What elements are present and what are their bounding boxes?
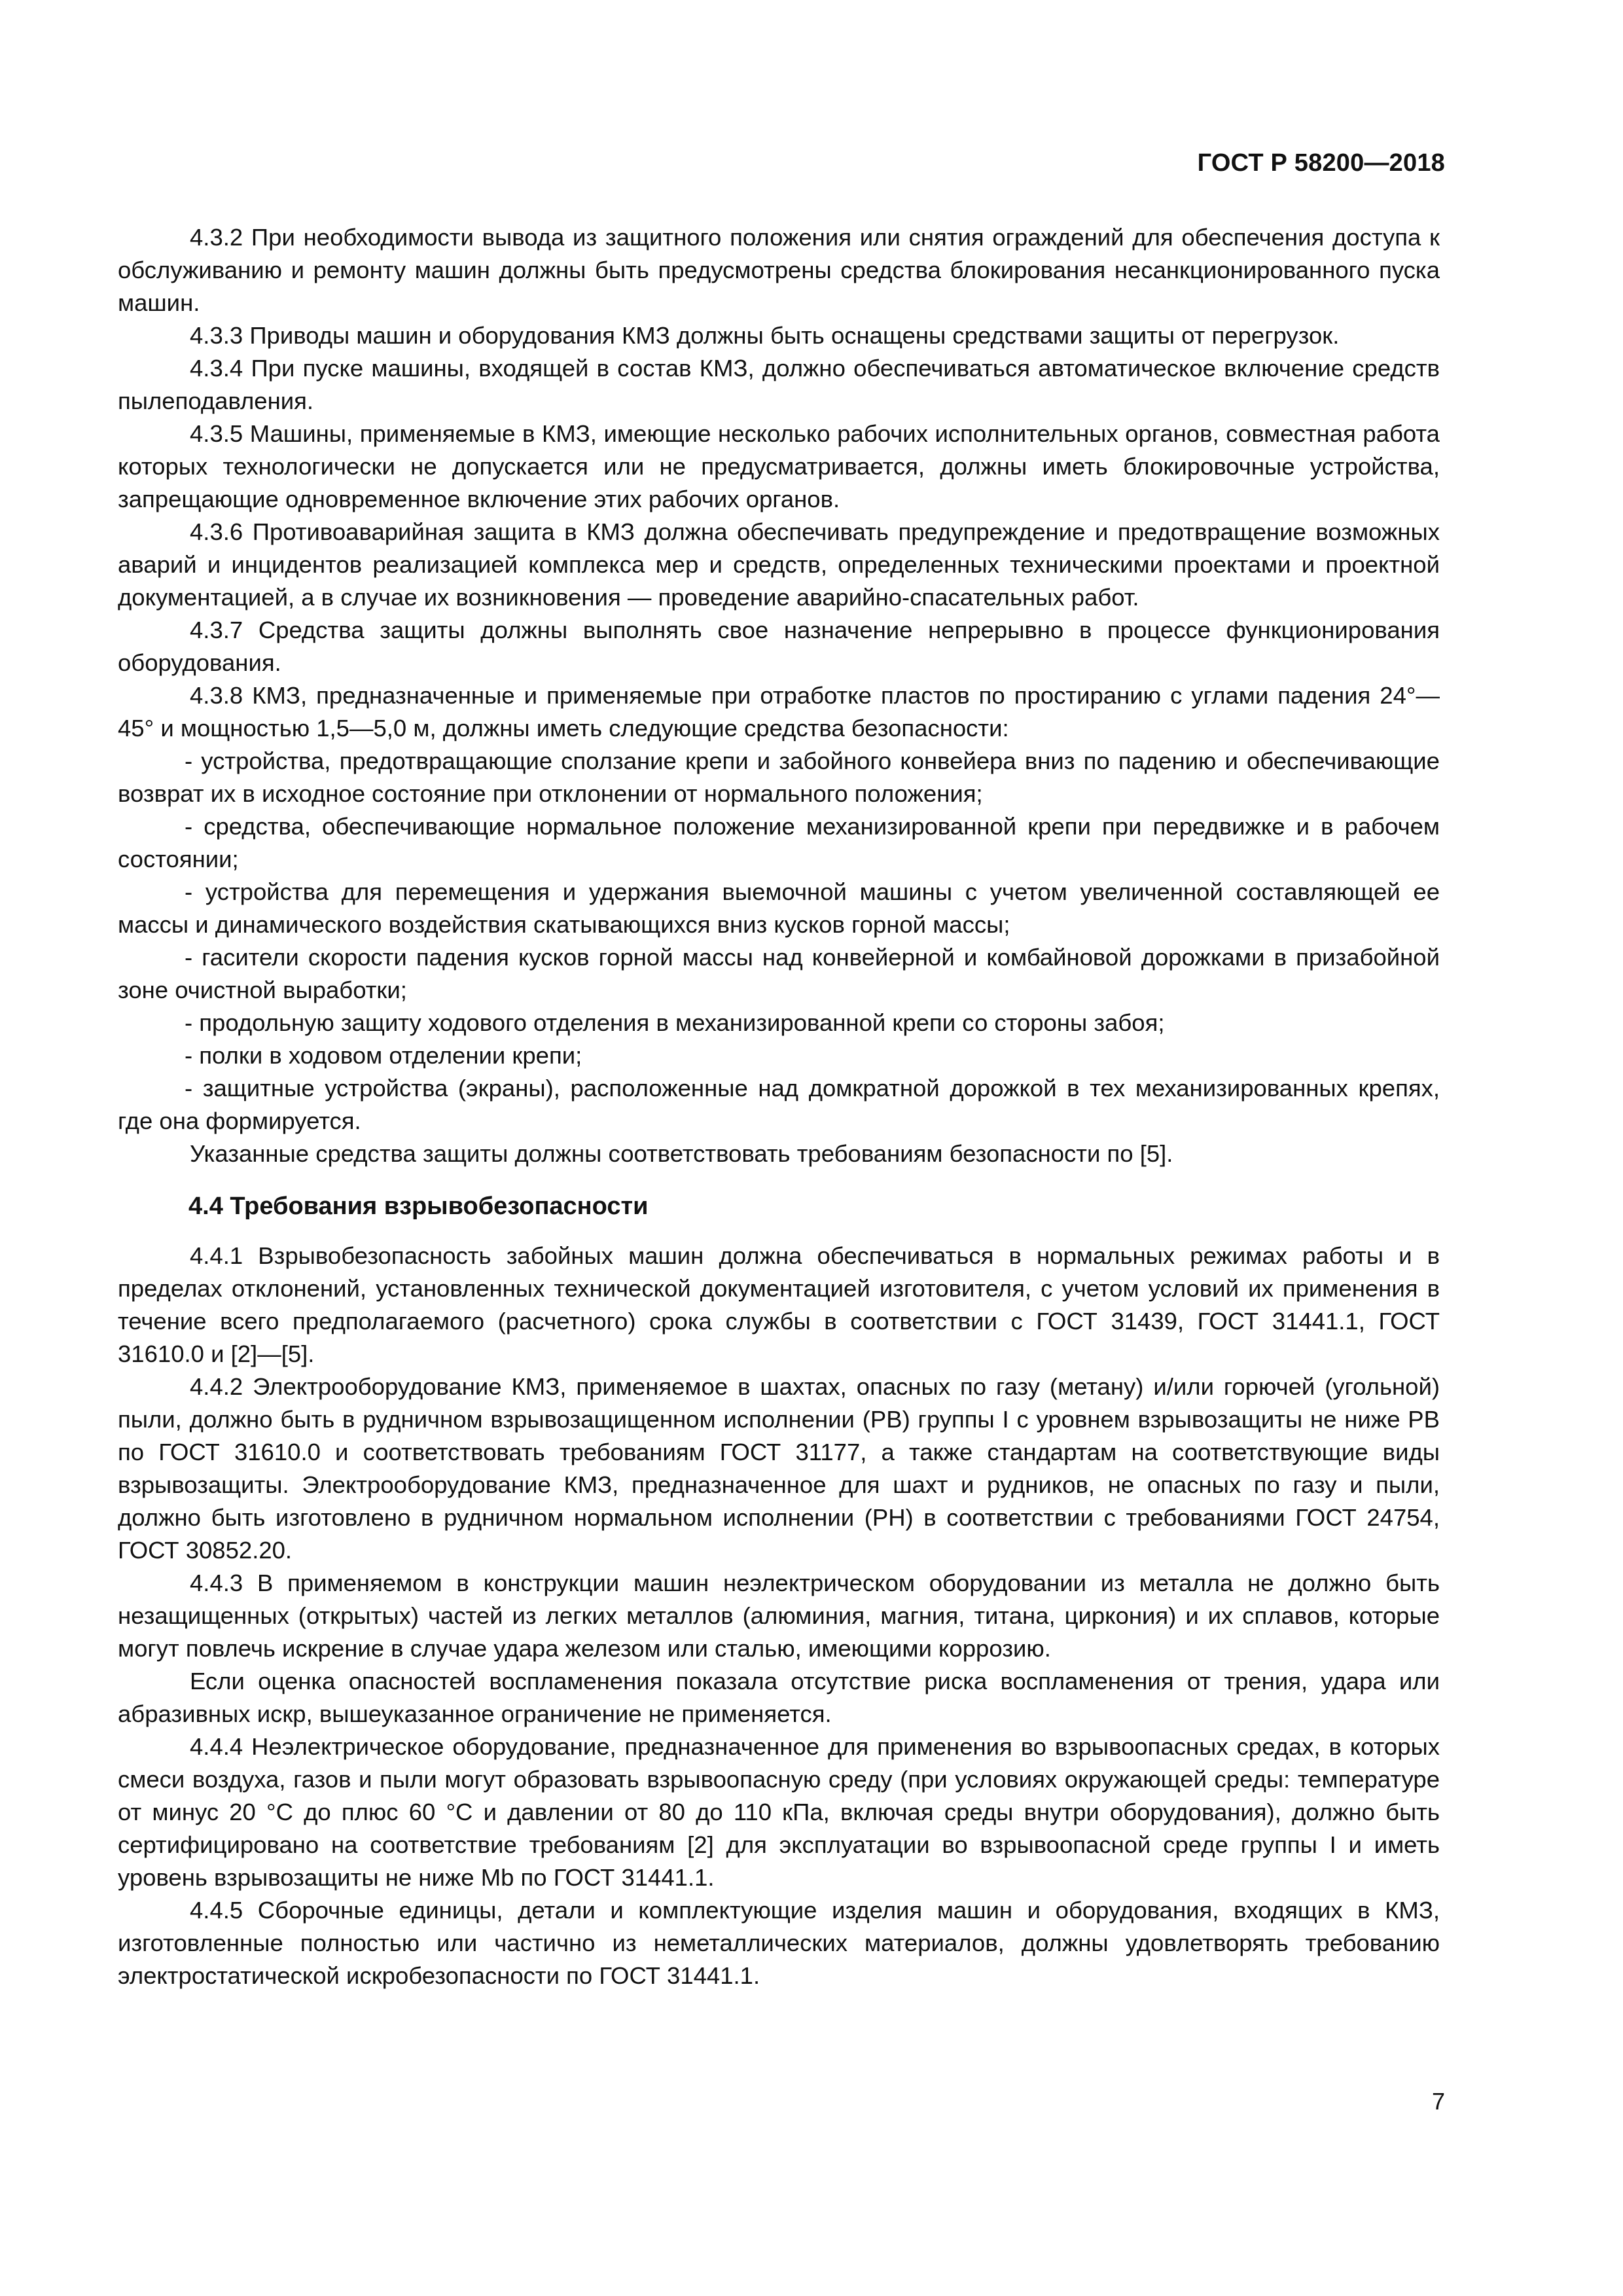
- paragraph-4-3-6: 4.3.6 Противоаварийная защита в КМЗ должна обеспечивать предупреждение и предотвращение возможных аварий и инцидентов реализацией комплекса мер и средств, определенных техническими проектами и проектной документацией, а в случае их возникновения — проведение аварийно-спасательных работ.: [118, 518, 1440, 611]
- document-body: [118, 221, 1440, 1992]
- list-item: - устройства для перемещения и удержания выемочной машины с учетом увеличенной составляющей ее массы и динамического воздействия скатывающихся вниз кусков горной массы;: [118, 878, 1440, 938]
- paragraph-4-4-3: 4.4.3 В применяемом в конструкции машин неэлектрическом оборудовании из металла не должно быть незащищенных (открытых) частей из легких металлов (алюминия, магния, титана, циркония) и их сплавов, которые могут повлечь искрение в случае удара железом или сталью, имеющими коррозию.: [118, 1570, 1440, 1662]
- paragraph-4-3-3: 4.3.3 Приводы машин и оборудования КМЗ должны быть оснащены средствами защиты от перегрузок.: [190, 322, 1340, 349]
- section-heading-4-4: 4.4 Требования взрывобезопасности: [188, 1193, 649, 1220]
- paragraph-4-3-5: 4.3.5 Машины, применяемые в КМЗ, имеющие несколько рабочих исполнительных органов, совместная работа которых технологически не допускается или не предусматривается, должны иметь блокировочные устройства, запрещающие одновременное включение этих рабочих органов.: [118, 420, 1440, 512]
- paragraph-4-3-8: 4.3.8 КМЗ, предназначенные и применяемые при отработке пластов по простиранию с углами падения 24°—45° и мощностью 1,5—5,0 м, должны иметь следующие средства безопасности:: [118, 682, 1440, 742]
- paragraph-4-3-4: 4.3.4 При пуске машины, входящей в состав КМЗ, должно обеспечиваться автоматическое включение средств пылеподавления.: [118, 355, 1440, 414]
- paragraph-4-4-3-note: Если оценка опасностей воспламенения показала отсутствие риска воспламенения от трения, удара или абразивных искр, вышеуказанное ограничение не применяется.: [118, 1668, 1440, 1727]
- paragraph-4-4-1: 4.4.1 Взрывобезопасность забойных машин должна обеспечиваться в нормальных режимах работы и в пределах отклонений, установленных технической документацией изготовителя, с учетом условий их применения в течение всего предполагаемого (расчетного) срока службы в соответствии с ГОСТ 31439, ГОСТ 31441.1, ГОСТ 31610.0 и [2]—[5].: [118, 1242, 1440, 1367]
- page-number: 7: [1431, 2088, 1445, 2115]
- paragraph-4-4-4: 4.4.4 Неэлектрическое оборудование, предназначенное для применения во взрывоопасных средах, в которых смеси воздуха, газов и пыли могут образовать взрывоопасную среду (при условиях окружающей среды: температуре от минус 20 °С до плюс 60 °С и давлении от 80 до 110 кПа, включая среды внутри оборудования), должно быть сертифицировано на соответствие требованиям [2] для эксплуатации во взрывоопасной среде группы I и иметь уровень взрывозащиты не ниже Mb по ГОСТ 31441.1.: [118, 1733, 1440, 1891]
- list-item: - устройства, предотвращающие сползание крепи и забойного конвейера вниз по падению и обеспечивающие возврат их в исходное состояние при отклонении от нормального положения;: [118, 747, 1440, 807]
- paragraph-4-4-2: 4.4.2 Электрооборудование КМЗ, применяемое в шахтах, опасных по газу (метану) и/или горючей (угольной) пыли, должно быть в рудничном взрывозащищенном исполнении (РВ) группы I с уровнем взрывозащиты не ниже РВ по ГОСТ 31610.0 и соответствовать требованиям ГОСТ 31177, а также стандартам на соответствующие виды взрывозащиты. Электрооборудование КМЗ, предназначенное для шахт и рудников, не опасных по газу и пыли, должно быть изготовлено в рудничном нормальном исполнении (РН) в соответствии с требованиями ГОСТ 24754, ГОСТ 30852.20.: [118, 1373, 1440, 1564]
- list-item: - полки в ходовом отделении крепи;: [185, 1042, 582, 1069]
- list-item: - защитные устройства (экраны), расположенные над домкратной дорожкой в тех механизированных крепях, где она формируется.: [118, 1075, 1440, 1134]
- list-item: - средства, обеспечивающие нормальное положение механизированной крепи при передвижке и в рабочем состоянии;: [118, 813, 1440, 872]
- list-item: - гасители скорости падения кусков горной массы над конвейерной и комбайновой дорожками в призабойной зоне очистной выработки;: [118, 944, 1440, 1003]
- document-id: ГОСТ Р 58200—2018: [1197, 149, 1445, 177]
- closing-paragraph-4-3: Указанные средства защиты должны соответствовать требованиям безопасности по [5].: [190, 1140, 1173, 1167]
- paragraph-4-3-2: 4.3.2 При необходимости вывода из защитного положения или снятия ограждений для обеспечения доступа к обслуживанию и ремонту машин должны быть предусмотрены средства блокирования несанкционированного пуска машин.: [118, 224, 1440, 316]
- paragraph-4-4-5: 4.4.5 Сборочные единицы, детали и комплектующие изделия машин и оборудования, входящих в КМЗ, изготовленные полностью или частично из неметаллических материалов, должны удовлетворять требованию электростатической искробезопасности по ГОСТ 31441.1.: [118, 1897, 1440, 1989]
- paragraph-4-3-7: 4.3.7 Средства защиты должны выполнять свое назначение непрерывно в процессе функционирования оборудования.: [118, 617, 1440, 676]
- list-item: - продольную защиту ходового отделения в механизированной крепи со стороны забоя;: [185, 1009, 1165, 1036]
